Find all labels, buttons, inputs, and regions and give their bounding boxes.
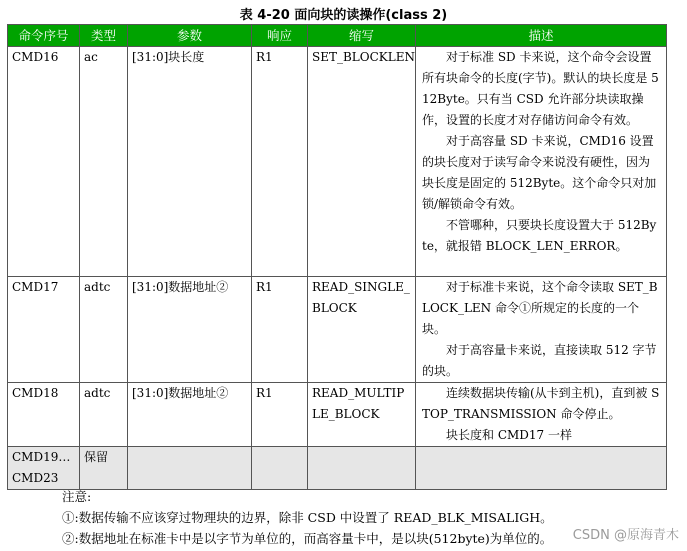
cmd-cell: CMD17: [8, 277, 80, 383]
desc-cell: [416, 277, 667, 383]
desc-cell: [416, 447, 667, 490]
type-cell: ac: [80, 47, 128, 277]
desc-paragraph: 对于高容量卡来说，直接读取 512 字节的块。: [422, 343, 657, 378]
desc-cell: [416, 47, 667, 277]
param-cell: [128, 447, 252, 490]
type-cell: adtc: [80, 277, 128, 383]
column-header-cmd: 命令序号: [8, 25, 80, 47]
desc-paragraph: 对于标准卡来说，这个命令读取 SET_BLOCK_LEN 命令①所规定的长度的一个块。: [422, 280, 658, 336]
desc-paragraph: 不管哪种，只要块长度设置大于 512Byte，就报错 BLOCK_LEN_ERROR。: [422, 218, 657, 253]
note-item: ②:数据地址在标准卡中是以字节为单位的，而高容量卡中，是以块(512byte)为单位的。: [62, 531, 553, 546]
header-row: [8, 25, 667, 47]
column-header-param: 参数: [128, 25, 252, 47]
notes-title: 注意:: [62, 489, 92, 504]
notes: [62, 486, 553, 549]
table-row: [8, 277, 667, 383]
cmd-cell: CMD16: [8, 47, 80, 277]
type-cell: adtc: [80, 383, 128, 447]
abbr-cell: SET_BLOCKLEN: [308, 47, 416, 277]
table-row: [8, 447, 667, 490]
column-header-resp: 响应: [252, 25, 308, 47]
type-cell: 保留: [80, 447, 128, 490]
table-row: [8, 47, 667, 277]
column-header-desc: 描述: [416, 25, 667, 47]
desc-paragraph: 对于标准 SD 卡来说，这个命令会设置所有块命令的长度(字节)。默认的块长度是 512Byte。只有当 CSD 允许部分块读取操作，设置的长度才对存储访问命令有效。: [422, 50, 659, 127]
resp-cell: R1: [252, 383, 308, 447]
cmd-cell: CMD18: [8, 383, 80, 447]
param-cell: [31:0]块长度: [128, 47, 252, 277]
param-cell: [31:0]数据地址②: [128, 277, 252, 383]
desc-cell: [416, 383, 667, 447]
column-header-type: 类型: [80, 25, 128, 47]
abbr-cell: READ_SINGLE_BLOCK: [308, 277, 416, 383]
cmd-cell: CMD19…CMD23: [8, 447, 80, 490]
desc-paragraph: 块长度和 CMD17 一样: [446, 428, 572, 442]
param-cell: [31:0]数据地址②: [128, 383, 252, 447]
desc-paragraph: 连续数据块传输(从卡到主机)，直到被 STOP_TRANSMISSION 命令停止。: [422, 386, 660, 421]
abbr-cell: READ_MULTIPLE_BLOCK: [308, 383, 416, 447]
watermark: CSDN @原海青木: [572, 528, 679, 543]
column-header-abbr: 缩写: [308, 25, 416, 47]
desc-paragraph: 对于高容量 SD 卡来说，CMD16 设置的块长度对于读写命令来说没有硬性，因为块长度是固定的 512Byte。这个命令只对加锁/解锁命令有效。: [422, 134, 657, 211]
command-table: [7, 24, 667, 490]
resp-cell: [252, 447, 308, 490]
table-caption: 表 4-20 面向块的读操作(class 2): [239, 8, 448, 23]
resp-cell: R1: [252, 47, 308, 277]
table-row: [8, 383, 667, 447]
note-item: ①:数据传输不应该穿过物理块的边界，除非 CSD 中设置了 READ_BLK_MISALIGH。: [62, 510, 553, 525]
resp-cell: R1: [252, 277, 308, 383]
abbr-cell: [308, 447, 416, 490]
